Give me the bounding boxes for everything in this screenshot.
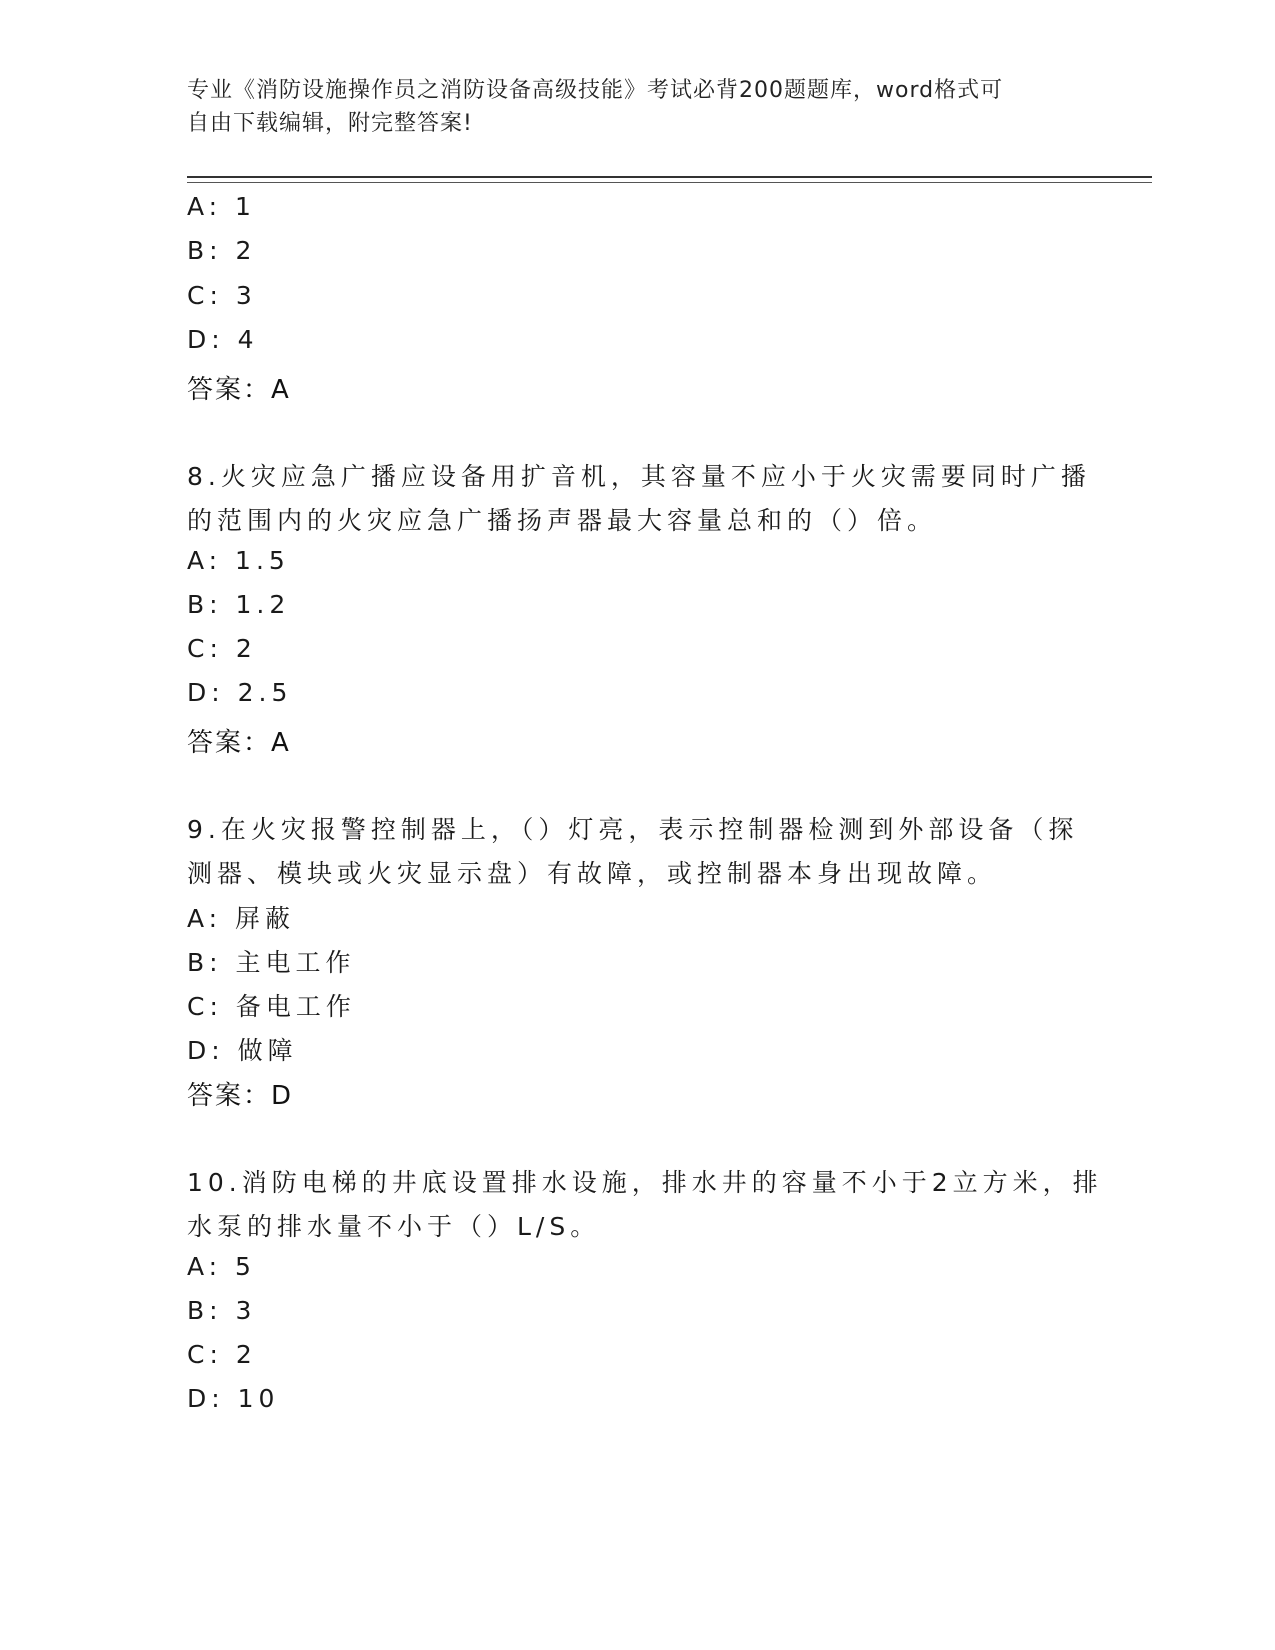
header-line-2: 自由下载编辑，附完整答案! [187, 111, 473, 136]
q8-answer: 答案：A [187, 728, 291, 758]
q8-stem-line-1: 8.火灾应急广播应设备用扩音机，其容量不应小于火灾需要同时广播 [187, 462, 1091, 491]
q9-option-b: B: 主电工作 [187, 948, 356, 977]
q9-stem-line-2: 测器、模块或火灾显示盘）有故障，或控制器本身出现故障。 [187, 859, 998, 888]
q7-option-b: B: 2 [187, 236, 257, 265]
q9-stem-line-1: 9.在火灾报警控制器上，（）灯亮，表示控制器检测到外部设备（探 [187, 815, 1079, 844]
header-rule-thick [187, 176, 1152, 178]
q7-option-a: A: 1 [187, 192, 256, 221]
q10-option-c: C: 2 [187, 1340, 257, 1369]
q8-option-c: C: 2 [187, 634, 257, 663]
document-header [187, 74, 1067, 140]
q8-option-b: B: 1.2 [187, 590, 291, 619]
q8-option-a: A: 1.5 [187, 546, 290, 575]
q10-option-a: A: 5 [187, 1252, 256, 1281]
q7-option-c: C: 3 [187, 281, 257, 310]
header-rule-thin [187, 182, 1152, 183]
q9-option-d: D: 做障 [187, 1036, 298, 1065]
q10-option-d: D: 10 [187, 1384, 280, 1413]
q8-stem-line-2: 的范围内的火灾应急广播扬声器最大容量总和的（）倍。 [187, 506, 938, 535]
q10-stem-line-1: 10.消防电梯的井底设置排水设施，排水井的容量不小于2立方米，排 [187, 1168, 1103, 1197]
q9-answer: 答案：D [187, 1081, 294, 1111]
q7-option-d: D: 4 [187, 325, 259, 354]
q10-option-b: B: 3 [187, 1296, 257, 1325]
q7-answer: 答案：A [187, 375, 291, 405]
q10-stem-line-2: 水泵的排水量不小于（）L/S。 [187, 1212, 601, 1241]
q9-option-a: A: 屏蔽 [187, 904, 296, 933]
q8-option-d: D: 2.5 [187, 678, 293, 707]
q9-option-c: C: 备电工作 [187, 992, 356, 1021]
header-line-1: 专业《消防设施操作员之消防设备高级技能》考试必背200题题库，word格式可 [187, 78, 1004, 103]
